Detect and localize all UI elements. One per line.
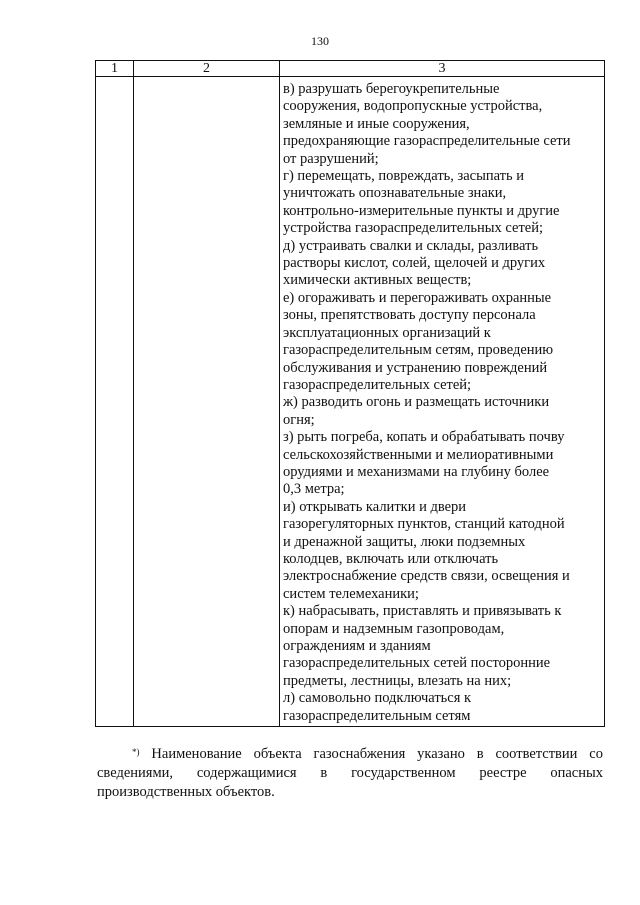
list-item-line: 0,3 метра; <box>283 481 345 498</box>
list-item-line: сооружения, водопропускные устройства, <box>283 98 543 115</box>
table-header-row <box>96 61 605 77</box>
list-item-line: ограждениям и зданиям <box>283 638 431 654</box>
list-item-line: в) разрушать берегоукрепительные <box>283 81 500 97</box>
list-item-line: огня; <box>283 411 315 428</box>
list-item-line: земляные и иные сооружения, <box>283 115 470 132</box>
list-item-line: орудиями и механизмами на глубину более <box>283 463 550 480</box>
column-header-2: 2 <box>134 61 280 77</box>
list-item-line: предохраняющие газораспределительные сети <box>283 133 571 150</box>
table-row <box>96 77 605 727</box>
list-item-line: газораспределительных сетей посторонние <box>283 655 551 672</box>
list-item-line: от разрушений; <box>283 150 379 167</box>
list-item-line: сельскохозяйственными и мелиоративными <box>283 446 554 463</box>
list-item-line: контрольно-измерительные пункты и другие <box>283 202 560 219</box>
prohibitions-list <box>280 77 604 725</box>
list-item-line: опорам и надземным газопроводам, <box>283 620 505 637</box>
list-item-line: газораспределительным сетям <box>283 707 471 724</box>
list-item-line: д) устраивать свалки и склады, разливать <box>283 237 539 254</box>
list-item-line: обслуживания и устранению повреждений <box>283 359 548 376</box>
footnote-text: Наименование объекта газоснабжения указано в соответствии со сведениями, содержащимися в государственном реестре опасных производственных объектов. <box>97 746 603 800</box>
column-header-1: 1 <box>96 61 134 77</box>
table-cell-col1 <box>96 77 134 727</box>
list-item-line: зоны, препятствовать доступу персонала <box>283 307 536 324</box>
list-item-line: г) перемещать, повреждать, засыпать и <box>283 168 525 185</box>
list-item-line: колодцев, включать или отключать <box>283 550 499 567</box>
list-item-line: уничтожать опознавательные знаки, <box>283 185 507 202</box>
list-item-line: электроснабжение средств связи, освещения и <box>283 568 570 585</box>
list-item-line: устройства газораспределительных сетей; <box>283 220 544 237</box>
list-item-line: газорегуляторных пунктов, станций катодной <box>283 516 565 533</box>
page-number: 130 <box>311 34 329 48</box>
footnote-marker: *) <box>132 747 140 757</box>
list-item-line: и дренажной защиты, люки подземных <box>283 533 526 550</box>
list-item-line: растворы кислот, солей, щелочей и других <box>283 255 546 272</box>
list-item-line: предметы, лестницы, влезать на них; <box>283 672 512 689</box>
list-item-line: эксплуатационных организаций к <box>283 324 491 341</box>
table-cell-col2 <box>134 77 280 727</box>
list-item-line: к) набрасывать, приставлять и привязывать к <box>283 603 562 620</box>
list-item-line: и) открывать калитки и двери <box>283 498 467 515</box>
list-item-line: з) рыть погреба, копать и обрабатывать почву <box>283 429 565 446</box>
list-item-line: ж) разводить огонь и размещать источники <box>283 394 550 411</box>
table-cell-col3 <box>280 77 605 727</box>
requirements-table <box>95 60 605 727</box>
list-item-line: систем телемеханики; <box>283 585 419 602</box>
footnote <box>97 745 603 802</box>
list-item-line: е) огораживать и перегораживать охранные <box>283 289 552 306</box>
list-item-line: газораспределительным сетям, проведению <box>283 342 554 359</box>
list-item-line: газораспределительных сетей; <box>283 376 472 393</box>
list-item-line: химически активных веществ; <box>283 272 472 289</box>
list-item-line: л) самовольно подключаться к <box>283 690 472 707</box>
column-header-3: 3 <box>280 61 605 77</box>
